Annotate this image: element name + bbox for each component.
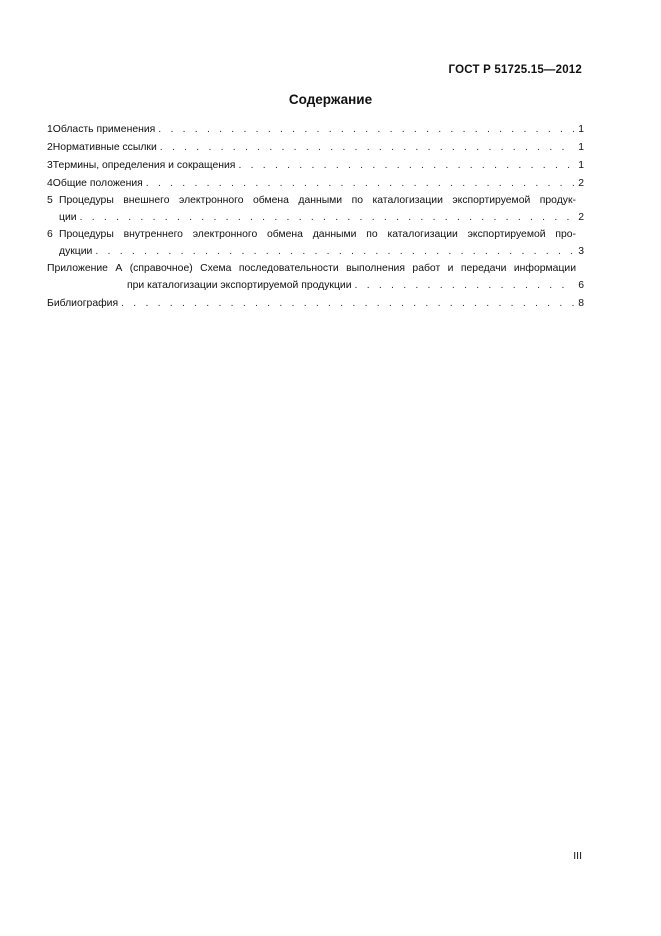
toc-entry-2[interactable] [47,139,584,157]
toc-entry-page: 1 [578,142,584,153]
toc-entry-title-line-2: дукции [59,246,93,257]
toc-entry-title-line-1: Процедуры внешнего электронного обмена данными по каталогизации экспортируемой продук- [59,195,576,206]
toc-entry-page: 1 [578,124,584,135]
toc-entry-page: 6 [578,280,584,291]
dot-leader [95,243,574,261]
toc-entry-4[interactable] [47,175,584,193]
toc-entry-page: 8 [578,298,584,309]
dot-leader [160,139,574,157]
dot-leader [121,295,574,313]
toc-entry-1[interactable] [47,121,584,139]
toc-entry-number: 6 [47,229,53,240]
toc-entry-title: Термины, определения и сокращения [52,160,236,171]
toc-entry-number: 4 [47,178,53,189]
dot-leader [158,121,574,139]
toc-entry-page: 1 [578,160,584,171]
standard-designation: ГОСТ Р 51725.15—2012 [448,64,582,76]
toc-entry-title: Нормативные ссылки [52,142,157,153]
toc-entry-bibliography[interactable] [47,295,584,313]
toc-entry-title-line-1: Приложение А (справочное) Схема последовательности выполнения работ и передачи информации [47,263,576,274]
toc-entry-number: 5 [47,195,53,206]
page-number: III [573,850,582,862]
toc-entry-page: 3 [578,246,584,257]
toc-entry-page: 2 [578,178,584,189]
toc-title: Содержание [288,92,373,107]
toc-entry-5[interactable] [47,193,584,227]
toc-entry-title-line-2: при каталогизации экспортируемой продукции [127,280,352,291]
toc-entry-6[interactable] [47,227,584,261]
dot-leader [80,209,574,227]
toc-entry-page: 2 [578,212,584,223]
toc-entry-title: Область применения [52,124,156,135]
toc-entry-number: 2 [47,142,53,153]
table-of-contents [47,121,584,313]
toc-entry-title: Общие положения [52,178,143,189]
toc-entry-number: 3 [47,160,53,171]
toc-entry-number: 1 [47,124,53,135]
dot-leader [355,277,574,295]
toc-entry-3[interactable] [47,157,584,175]
toc-entry-title-line-2: ции [59,212,77,223]
toc-entry-appendix-a[interactable] [47,261,584,295]
toc-entry-title: Библиография [47,298,119,309]
dot-leader [238,157,574,175]
toc-entry-title-line-1: Процедуры внутреннего электронного обмена данными по каталогизации экспортируемой про- [59,229,576,240]
dot-leader [146,175,574,193]
